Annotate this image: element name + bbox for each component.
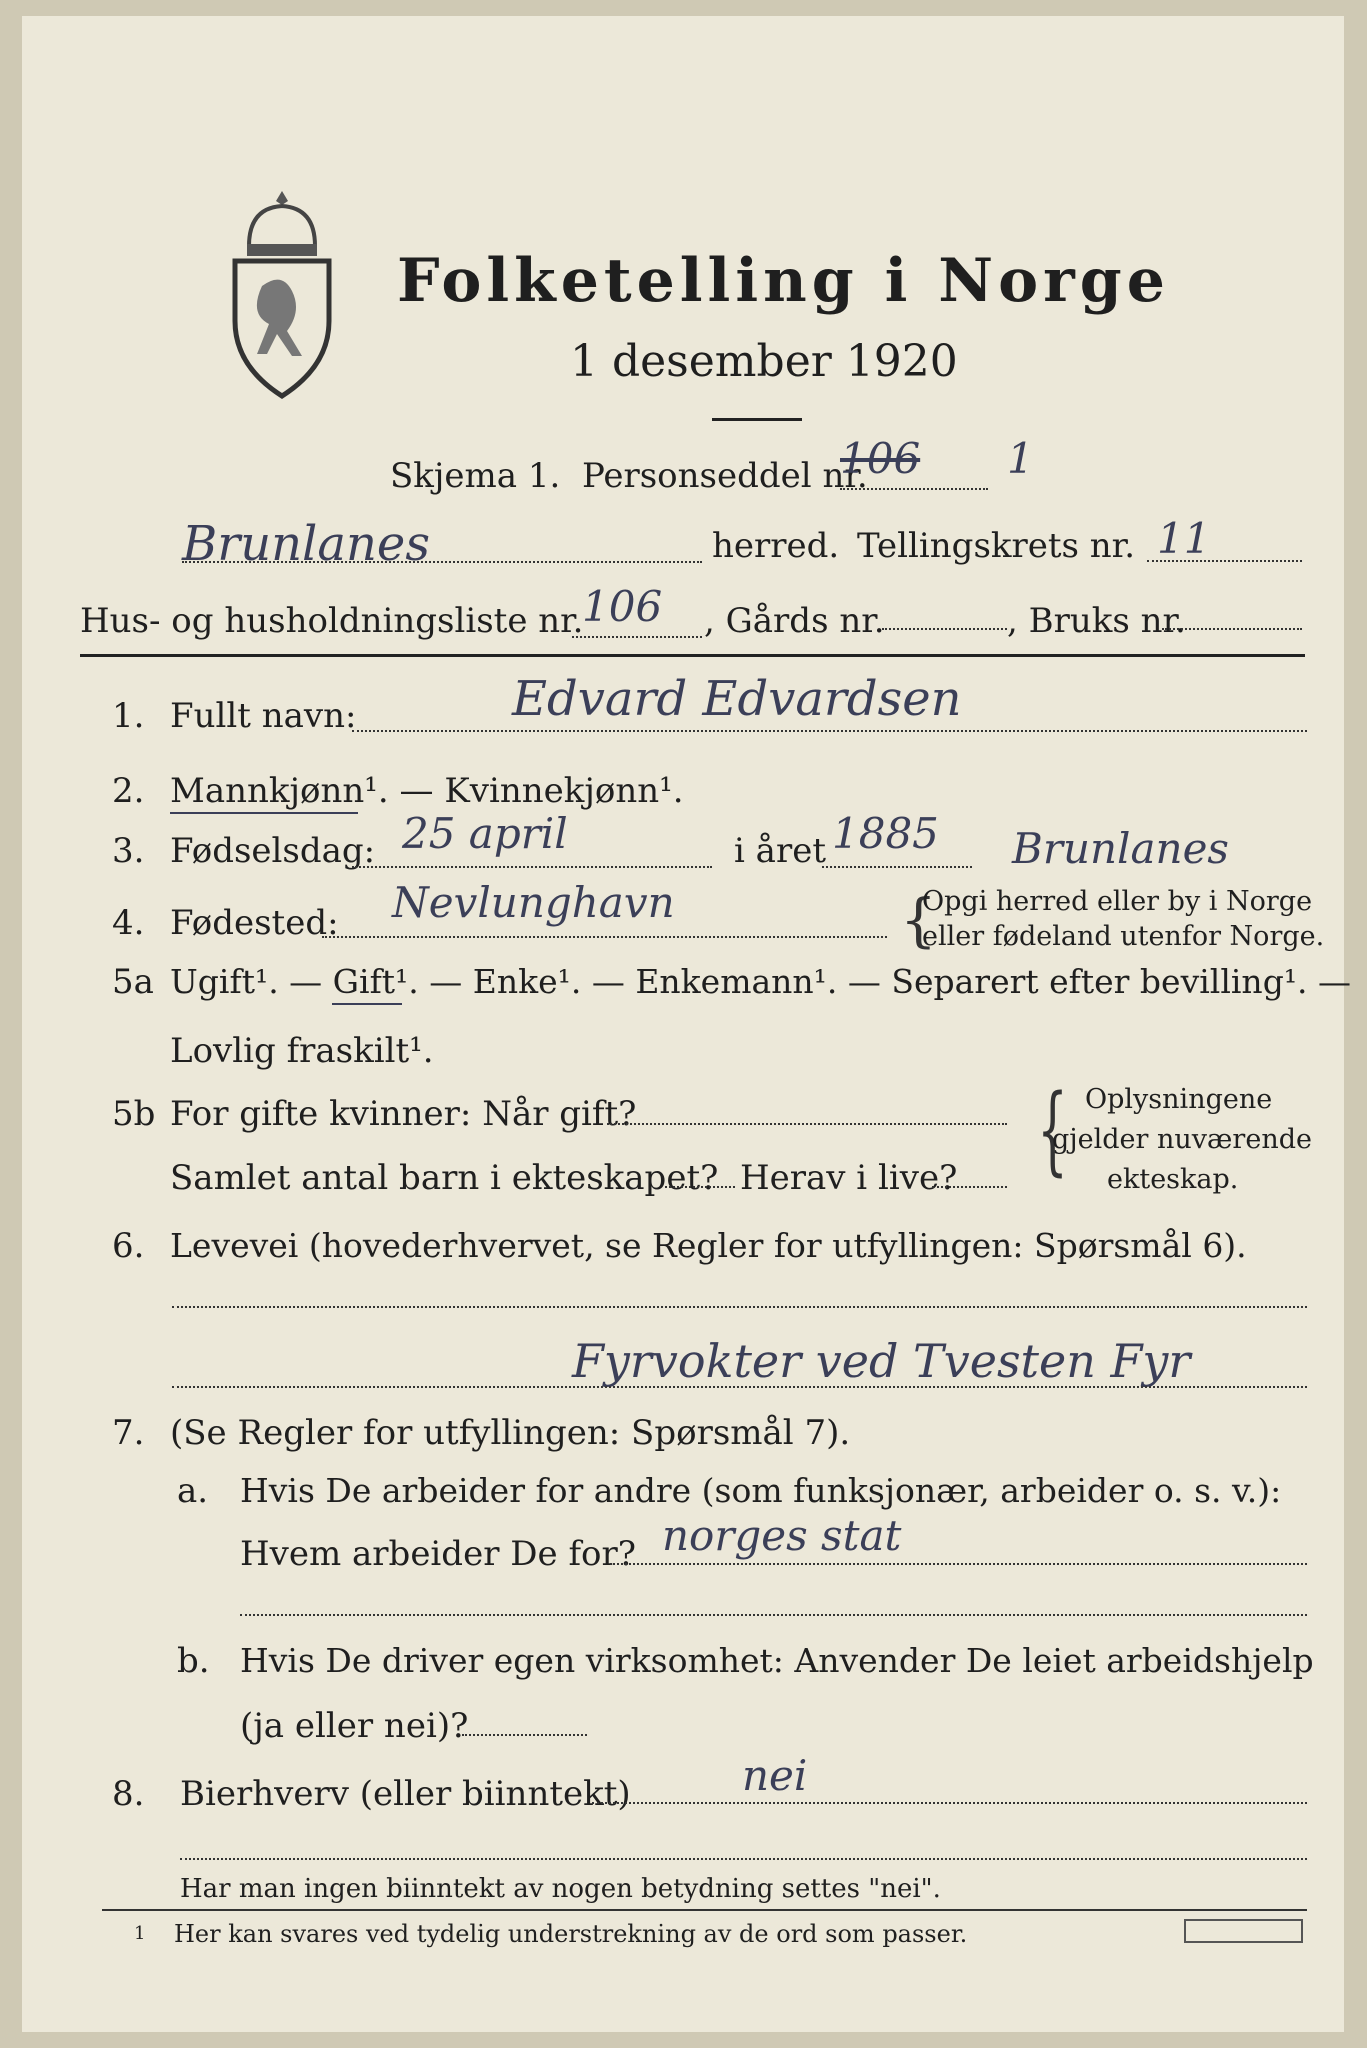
footnote-mark: 1 [134, 1923, 146, 1944]
form-date: 1 desember 1920 [570, 336, 958, 387]
note-nei: Har man ingen biinntekt av nogen betydning settes "nei". [180, 1874, 941, 1904]
footnote-text: Her kan svares ved tydelig understrekning av de ord som passer. [174, 1920, 968, 1948]
herred-value: Brunlanes [182, 516, 430, 572]
personseddel-label: Personseddel nr. [582, 456, 868, 496]
q7b-line2: (ja eller nei)? [240, 1706, 469, 1746]
q5b-barn-line [665, 1186, 735, 1188]
herred-line [182, 561, 702, 563]
q8-line [592, 1802, 1307, 1804]
q3-value: 25 april [402, 809, 568, 858]
tellingskrets-label: Tellingskrets nr. [857, 526, 1136, 566]
q5b-brace: { [1037, 1074, 1068, 1186]
q5b-live-line [932, 1186, 1007, 1188]
q5a-line1: Ugift¹. — Gift¹. — Enke¹. — Enkemann¹. — Separert efter bevilling¹. — [170, 962, 1352, 1001]
q8-value: nei [742, 1751, 808, 1800]
q5b-note-line3: ekteskap. [1107, 1164, 1239, 1195]
q7a-line2: Hvem arbeider De for? [240, 1534, 636, 1574]
q5a-number: 5a [112, 962, 154, 1002]
coat-of-arms-icon [227, 186, 337, 401]
q6-line2 [172, 1386, 1307, 1388]
tellingskrets-value: 11 [1157, 514, 1211, 563]
q5b-note-line2: gjelder nuværende [1052, 1124, 1312, 1155]
q7-number: 7. [112, 1413, 145, 1453]
q5b-live-label: Herav i live? [740, 1158, 958, 1198]
q2-label: Mannkjønn¹. — Kvinnekjønn¹. [170, 771, 684, 811]
q7a-line1: Hvis De arbeider for andre (som funksjonær, arbeider o. s. v.): [240, 1471, 1282, 1510]
q3-year-label: i året [734, 831, 826, 871]
form-title: Folketelling i Norge [397, 246, 1170, 316]
hus-line [572, 636, 702, 638]
q8-label: Bierhverv (eller biinntekt) [180, 1774, 631, 1814]
q4-note-line1: Opgi herred eller by i Norge [922, 886, 1313, 917]
q6-number: 6. [112, 1226, 145, 1266]
q7a-extra-line [240, 1614, 1307, 1616]
q4-note-line2: eller fødeland utenfor Norge. [922, 921, 1325, 952]
q5b-number: 5b [112, 1094, 156, 1134]
tellingskrets-line [1147, 560, 1302, 562]
q8-number: 8. [112, 1774, 145, 1814]
q8-extra-line [180, 1858, 1307, 1860]
q3-line [352, 866, 712, 868]
q4-brace: { [900, 886, 937, 954]
q3-year: 1885 [832, 809, 939, 858]
q5a-line2: Lovlig fraskilt¹. [170, 1031, 434, 1071]
q1-line [352, 730, 1307, 732]
census-form [22, 16, 1352, 2032]
q5a-underline [332, 1003, 402, 1005]
q1-value: Edvard Edvardsen [512, 671, 962, 727]
printer-stamp [1184, 1919, 1303, 1943]
q3-extra: Brunlanes [1012, 824, 1229, 873]
bruks-label: , Bruks nr. [1007, 601, 1186, 641]
gards-line [882, 628, 1007, 630]
personseddel-struck: 106 [840, 434, 921, 483]
q4-number: 4. [112, 903, 145, 943]
q5b-line2: Samlet antal barn i ekteskapet? [170, 1158, 719, 1198]
bruks-line [1162, 628, 1302, 630]
q3-year-line [822, 866, 972, 868]
hus-label: Hus- og husholdningsliste nr. [80, 601, 584, 641]
gards-label: , Gårds nr. [704, 601, 885, 641]
q3-label: Fødselsdag: [170, 831, 376, 871]
q7b-letter: b. [177, 1641, 210, 1681]
q7a-letter: a. [177, 1471, 209, 1511]
q7b-line [462, 1734, 587, 1736]
q6-value: Fyrvokter ved Tvesten Fyr [572, 1334, 1191, 1388]
personseddel-value: 1 [1007, 434, 1034, 483]
q7b-line1: Hvis De driver egen virksomhet: Anvender De leiet arbeidshjelp [240, 1641, 1314, 1680]
q1-number: 1. [112, 696, 145, 736]
q6-label: Levevei (hovederhvervet, se Regler for utfyllingen: Spørsmål 6). [170, 1226, 1247, 1265]
schema-label: Skjema 1. [390, 456, 561, 496]
q4-line [322, 936, 887, 938]
q7a-line [610, 1563, 1307, 1565]
q3-number: 3. [112, 831, 145, 871]
q6-line1 [172, 1306, 1307, 1308]
q5b-note-line1: Oplysningene [1085, 1084, 1273, 1115]
q7-label: (Se Regler for utfyllingen: Spørsmål 7). [170, 1413, 851, 1453]
q4-label: Fødested: [170, 903, 339, 943]
q1-label: Fullt navn: [170, 696, 357, 736]
title-divider [712, 418, 802, 421]
q2-underline [170, 812, 358, 814]
personseddel-line [840, 488, 988, 490]
q2-number: 2. [112, 771, 145, 811]
q7a-value: norges stat [662, 1511, 902, 1560]
q5b-gift-line [607, 1123, 1007, 1125]
header-rule [80, 654, 1305, 657]
q4-value: Nevlunghavn [392, 878, 675, 927]
hus-value: 106 [582, 582, 663, 631]
herred-label: herred. [712, 526, 840, 566]
footnote-rule [102, 1909, 1307, 1911]
q5b-line1: For gifte kvinner: Når gift? [170, 1094, 637, 1134]
